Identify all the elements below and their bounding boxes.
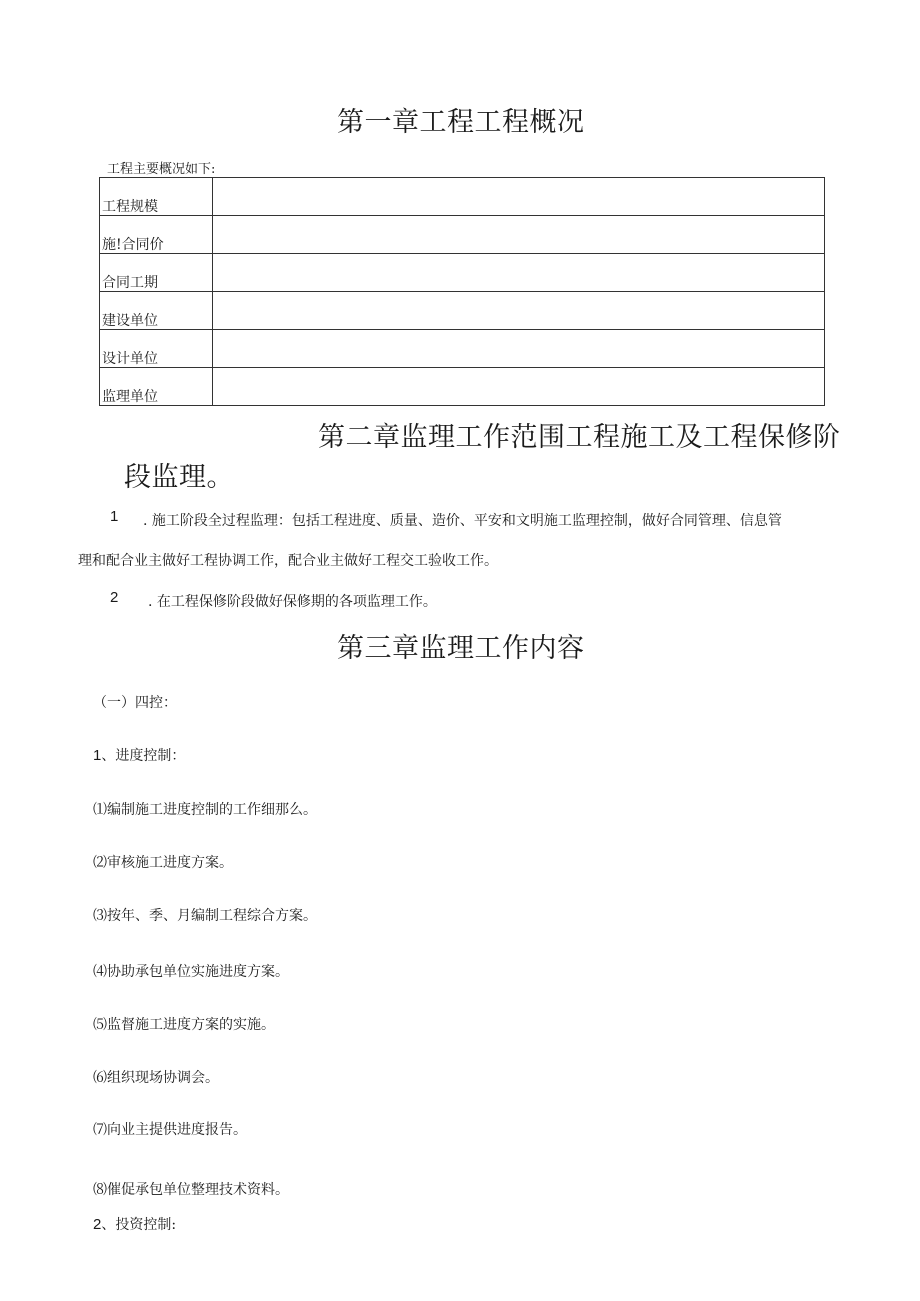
- list-item: ⑸监督施工进度方案的实施。: [93, 1017, 275, 1033]
- heading-number: 2: [93, 1216, 102, 1233]
- row-value-cell: [213, 178, 825, 216]
- row-label-cell: [100, 178, 213, 216]
- row-label: 建设单位: [102, 313, 158, 329]
- row-label: 工程规模: [102, 199, 158, 215]
- item-number: 2: [110, 589, 119, 606]
- heading-text: 、进度控制：: [101, 748, 186, 764]
- overview-table: [99, 177, 825, 406]
- list-item: ⑻催促承包单位整理技术资料。: [93, 1182, 289, 1198]
- item-text: . 在工程保修阶段做好保修期的各项监理工作。: [148, 594, 437, 610]
- row-label: 设计单位: [102, 351, 158, 367]
- chapter2-title-line2: 段监理。: [124, 462, 234, 493]
- item-text-continued: 理和配合业主做好工程协调工作，配合业主做好工程交工验收工作。: [78, 553, 498, 569]
- section-heading: （一）四控：: [93, 695, 177, 711]
- list-item: ⑶按年、季、月编制工程综合方案。: [93, 908, 317, 924]
- table-row: [100, 254, 825, 292]
- overview-intro: 工程主要概况如下:: [107, 162, 216, 177]
- table-row: [100, 368, 825, 406]
- heading-text: 、投资控制:: [101, 1217, 177, 1233]
- row-label-cell: [100, 216, 213, 254]
- table-row: [100, 330, 825, 368]
- progress-control-heading: [93, 745, 185, 765]
- row-label-cell: [100, 292, 213, 330]
- list-item: ⑴编制施工进度控制的工作细那么。: [93, 802, 317, 818]
- list-item: ⑵审核施工进度方案。: [93, 855, 233, 871]
- list-item: ⑺向业主提供进度报告。: [93, 1122, 247, 1138]
- investment-control-heading: [93, 1214, 176, 1234]
- heading-number: 1: [93, 747, 102, 764]
- row-value-cell: [213, 254, 825, 292]
- table-row: [100, 216, 825, 254]
- list-item: ⑷协助承包单位实施进度方案。: [93, 964, 289, 980]
- row-value-cell: [213, 216, 825, 254]
- row-value-cell: [213, 292, 825, 330]
- row-label: 施!合同价: [102, 237, 164, 253]
- chapter1-title: 第一章工程工程概况: [337, 107, 585, 138]
- item-number: 1: [110, 508, 119, 525]
- table-row: [100, 178, 825, 216]
- row-label-cell: [100, 254, 213, 292]
- row-label-cell: [100, 368, 213, 406]
- list-item: ⑹组织现场协调会。: [93, 1070, 219, 1086]
- row-label: 合同工期: [102, 275, 158, 291]
- row-value-cell: [213, 330, 825, 368]
- chapter2-title-line1: 第二章监理工作范围工程施工及工程保修阶: [318, 422, 841, 453]
- table-row: [100, 292, 825, 330]
- row-label: 监理单位: [102, 389, 158, 405]
- chapter3-title: 第三章监理工作内容: [337, 633, 585, 664]
- item-text: . 施工阶段全过程监理：包括工程进度、质量、造价、平安和文明施工监理控制，做好合同管理、信息管: [143, 513, 782, 529]
- row-value-cell: [213, 368, 825, 406]
- row-label-cell: [100, 330, 213, 368]
